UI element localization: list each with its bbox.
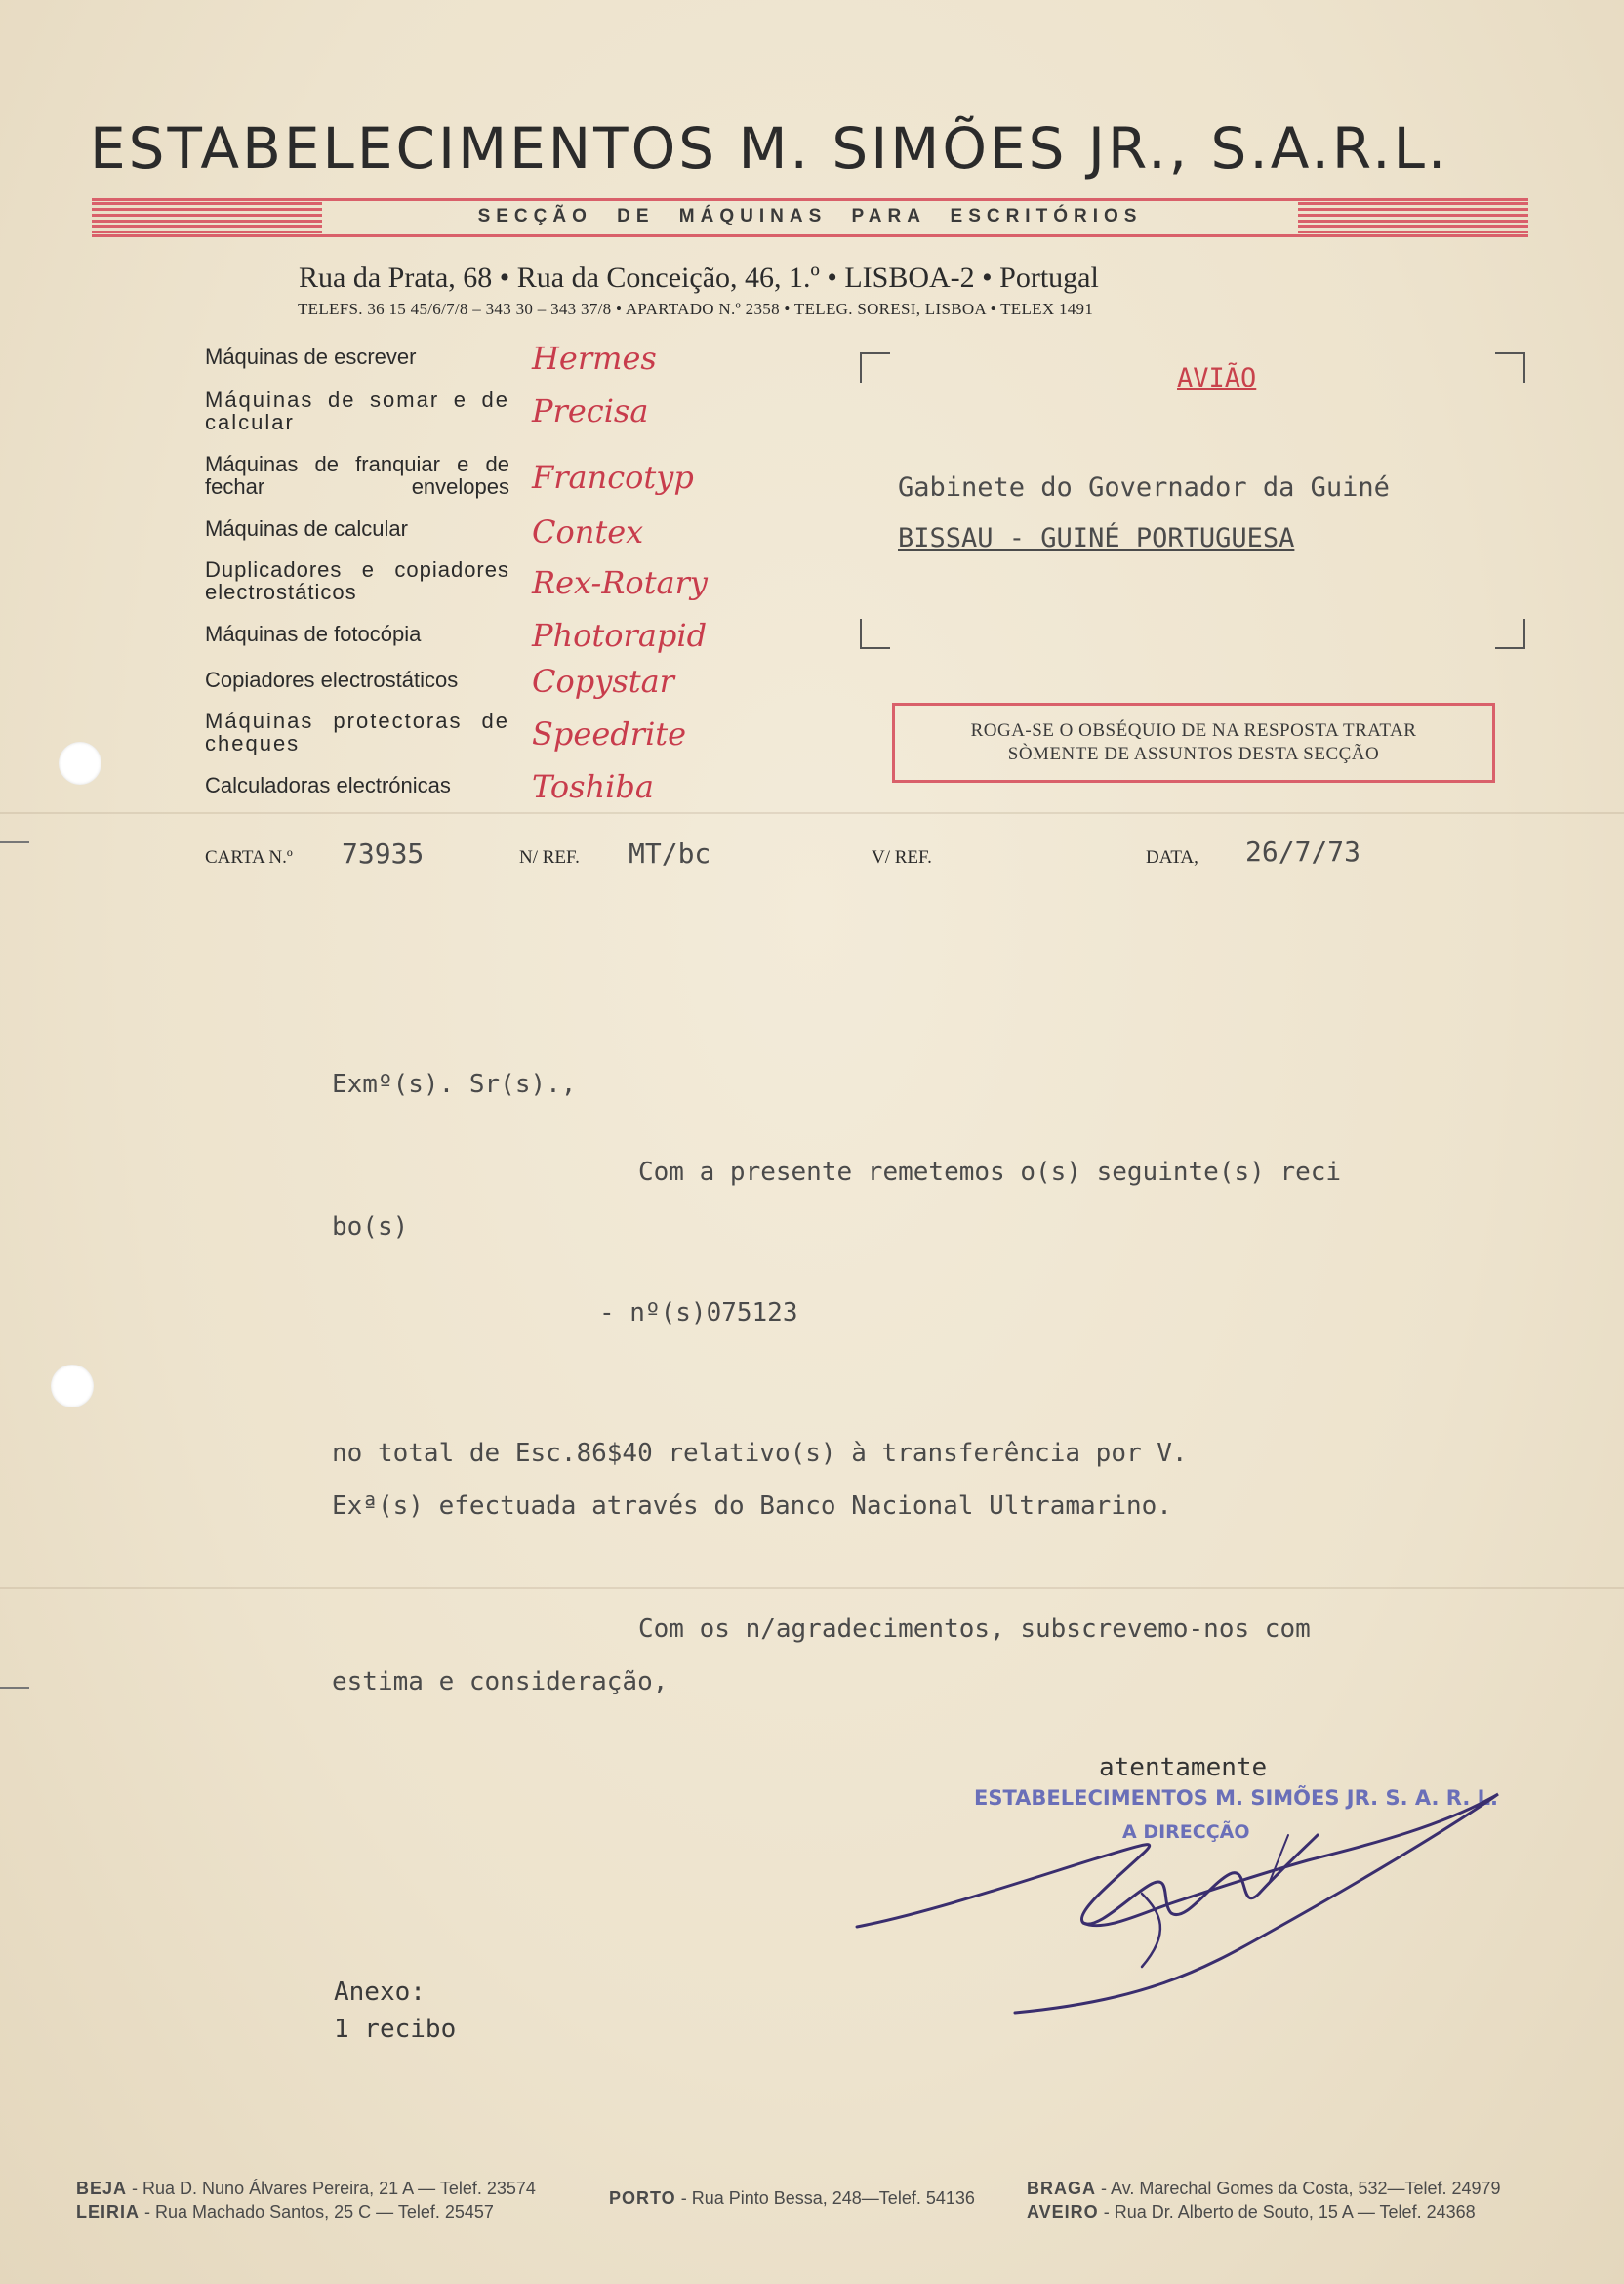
footer-city: LEIRIA [76,2202,141,2222]
footer-branch-beja [76,2179,536,2199]
product-brand: Copystar [532,663,674,700]
body-paragraph3-line2: estima e consideração, [332,1667,669,1696]
product-brand: Francotyp [532,459,694,496]
body-paragraph1-line2: bo(s) [332,1212,409,1242]
receipt-number: - nº(s)075123 [599,1298,798,1327]
footer-city: BRAGA [1027,2179,1096,2198]
fold-line [0,1587,1624,1589]
data-label: DATA, [1146,847,1198,868]
footer-branch-porto [609,2188,975,2209]
notice-line2: SÒMENTE DE ASSUNTOS DESTA SECÇÃO [1007,744,1380,764]
company-address: Rua da Prata, 68 • Rua da Conceição, 46, 1.º • LISBOA-2 • Portugal [299,262,1099,294]
margin-mark [0,841,29,843]
window-corner-icon [1495,619,1526,650]
closing: atentamente [1099,1753,1268,1782]
carta-value: 73935 [342,837,425,870]
footer-address: - Rua Dr. Alberto de Souto, 15 A — Telef. 24368 [1103,2202,1476,2222]
product-brand: Speedrite [532,715,687,753]
window-corner-icon [859,619,890,650]
company-stamp-line2: A DIRECÇÃO [1122,1821,1250,1843]
product-brand: Hermes [532,340,657,377]
footer-city: BEJA [76,2179,128,2198]
footer-branch-braga [1027,2179,1501,2199]
body-paragraph1-line1: Com a presente remetemos o(s) seguinte(s) reci [638,1158,1342,1187]
product-label: Máquinas protectoras de cheques [205,709,509,755]
vref-label: V/ REF. [872,847,932,868]
product-brand: Rex-Rotary [532,564,708,601]
body-paragraph3-line1: Com os n/agradecimentos, subscrevemo-nos com [638,1614,1311,1644]
salutation: Exmº(s). Sr(s)., [332,1070,577,1099]
product-label: Máquinas de escrever [205,345,417,369]
product-brand: Precisa [532,392,649,429]
annex-label: Anexo: [334,1978,426,2007]
product-brand: Toshiba [532,768,654,805]
notice-line1: ROGA-SE O OBSÉQUIO DE NA RESPOSTA TRATAR [970,720,1417,741]
product-brand: Photorapid [532,617,708,654]
punch-hole [59,742,102,785]
band-bottom-line [92,234,1528,237]
footer-address: - Rua Machado Santos, 25 C — Telef. 25457 [144,2202,494,2222]
footer-address: - Av. Marechal Gomes da Costa, 532—Telef. 24979 [1101,2179,1501,2198]
product-label: Duplicadores e copiadores electrostáticos [205,557,509,604]
margin-mark [0,1687,29,1689]
footer-address: - Rua D. Nuno Álvares Pereira, 21 A — Telef. 23574 [132,2179,536,2198]
mail-type: AVIÃO [1177,363,1257,393]
product-label: Copiadores electrostáticos [205,668,459,692]
footer-branch-aveiro [1027,2202,1476,2223]
band-top-line [92,198,1528,201]
window-corner-icon [1495,351,1526,383]
signature [849,1767,1513,2020]
product-brand: Contex [532,513,644,551]
notice-box [892,703,1495,783]
product-label: Máquinas de somar e de calcular [205,387,509,434]
product-label: Máquinas de calcular [205,516,408,541]
section-title: SECÇÃO DE MÁQUINAS PARA ESCRITÓRIOS [477,206,1143,226]
data-value: 26/7/73 [1245,836,1361,868]
footer-city: AVEIRO [1027,2202,1099,2222]
company-contacts: TELEFS. 36 15 45/6/7/8 – 343 30 – 343 37/8 • APARTADO N.º 2358 • TELEG. SORESI, LISBOA • TELEX 1491 [298,300,1094,318]
footer-branch-leiria [76,2202,494,2223]
punch-hole [51,1365,94,1407]
section-band [92,198,1528,237]
band-stripes-left [92,202,322,233]
notice-text [895,719,1492,766]
product-label: Máquinas de fotocópia [205,622,422,646]
body-paragraph2-line2: Exª(s) efectuada através do Banco Nacional Ultramarino. [332,1491,1172,1521]
annex-item: 1 recibo [334,2015,457,2044]
recipient-line2: BISSAU - GUINÉ PORTUGUESA [898,523,1295,553]
window-corner-icon [859,351,890,383]
nref-value: MT/bc [629,837,711,870]
carta-label: CARTA N.º [205,847,293,868]
body-paragraph2-line1: no total de Esc.86$40 relativo(s) à transferência por V. [332,1439,1188,1468]
footer-city: PORTO [609,2188,676,2208]
recipient-line1: Gabinete do Governador da Guiné [898,472,1390,503]
product-label: Máquinas de franquiar e de fechar envelopes [205,452,509,499]
company-name: ESTABELECIMENTOS M. SIMÕES JR., S.A.R.L. [90,115,1449,182]
band-stripes-right [1298,202,1528,233]
fold-line [0,812,1624,814]
nref-label: N/ REF. [519,847,580,868]
footer-address: - Rua Pinto Bessa, 248—Telef. 54136 [680,2188,975,2208]
company-stamp-line1: ESTABELECIMENTOS M. SIMÕES JR. S. A. R. L. [974,1786,1499,1810]
product-label: Calculadoras electrónicas [205,773,451,797]
